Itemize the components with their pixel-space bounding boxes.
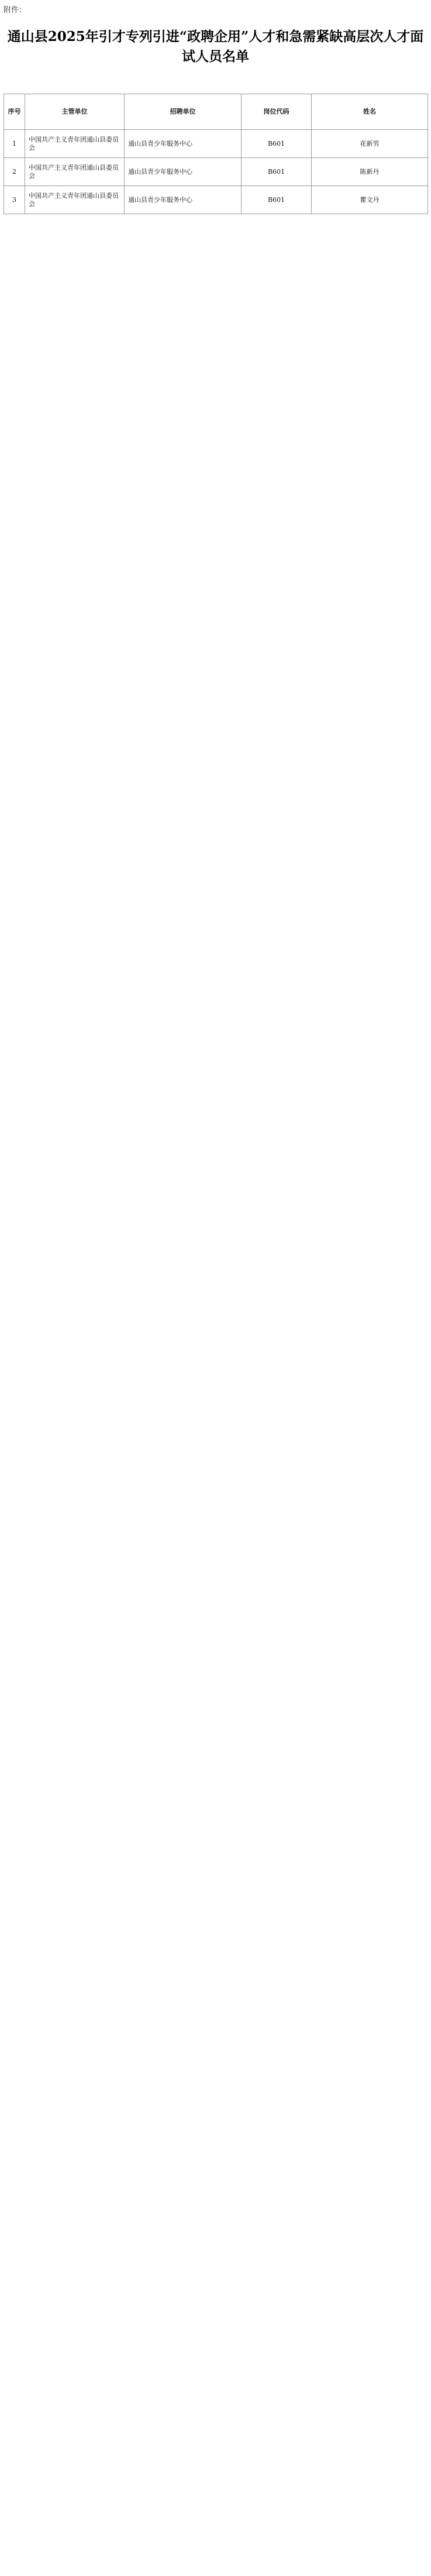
hiring-unit: 通山县青少年服务中心 <box>125 130 242 158</box>
position-code: B601 <box>242 186 312 214</box>
row-number: 3 <box>4 186 25 214</box>
table-row <box>4 130 428 158</box>
column-header: 序号 <box>4 94 25 130</box>
candidate-name: 瞿文丹 <box>312 186 428 214</box>
page-title: 通山县2025年引才专列引进“政聘企用”人才和急需紧缺高层次人才面试人员名单 <box>7 29 424 64</box>
column-header: 姓名 <box>312 94 428 130</box>
attachment-label: 附件： <box>4 6 27 15</box>
candidate-name: 陈新丹 <box>312 158 428 186</box>
supervising-unit: 中国共产主义青年团通山县委员会 <box>25 186 125 214</box>
candidate-name: 花新男 <box>312 130 428 158</box>
candidate-table <box>4 94 428 214</box>
column-header: 招聘单位 <box>125 94 242 130</box>
row-number: 1 <box>4 130 25 158</box>
position-code: B601 <box>242 130 312 158</box>
hiring-unit: 通山县青少年服务中心 <box>125 186 242 214</box>
table-row <box>4 158 428 186</box>
table-body <box>4 130 428 214</box>
supervising-unit: 中国共产主义青年团通山县委员会 <box>25 130 125 158</box>
column-header: 岗位代码 <box>242 94 312 130</box>
column-header: 主管单位 <box>25 94 125 130</box>
hiring-unit: 通山县青少年服务中心 <box>125 158 242 186</box>
table-row <box>4 186 428 214</box>
row-number: 2 <box>4 158 25 186</box>
table-header-row <box>4 94 428 130</box>
position-code: B601 <box>242 158 312 186</box>
supervising-unit: 中国共产主义青年团通山县委员会 <box>25 158 125 186</box>
